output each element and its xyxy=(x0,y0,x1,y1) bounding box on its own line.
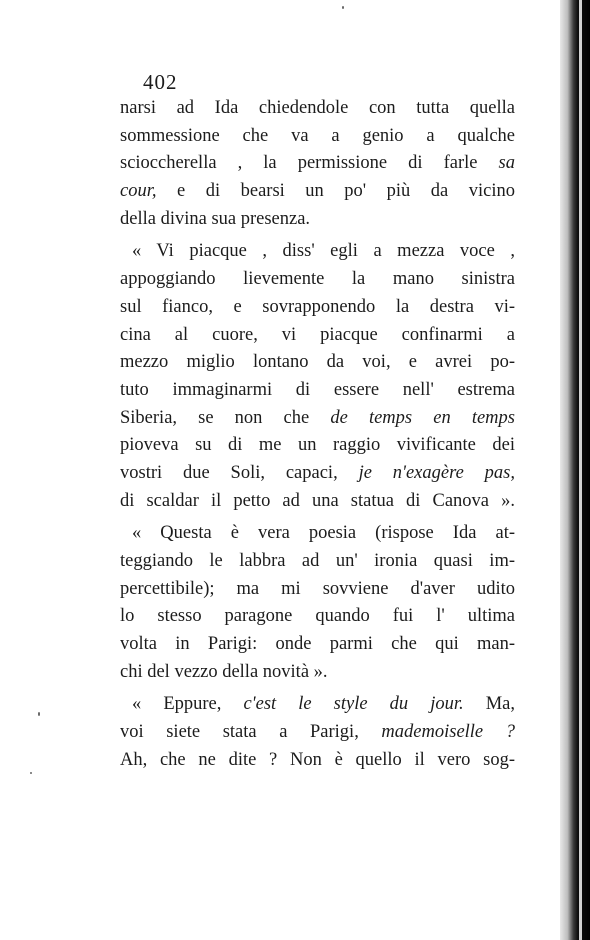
text-line: pioveva su di me un raggio vivificante dei xyxy=(120,435,515,456)
text-line: chi del vezzo della novità ». xyxy=(120,661,328,682)
page-number: 402 xyxy=(143,70,178,94)
text-line: « Questa è vera poesia (rispose Ida at- xyxy=(132,523,515,544)
text-line: « Eppure, c'est le style du jour. Ma, xyxy=(132,694,515,715)
text-line: tuto immaginarmi di essere nell' estrema xyxy=(120,379,515,400)
scan-speck xyxy=(38,712,40,716)
page-text xyxy=(120,95,515,775)
text-line: sul fianco, e sovrapponendo la destra vi- xyxy=(120,296,515,317)
text-line: vostri due Soli, capaci, je n'exagère pas, xyxy=(120,462,516,483)
scan-speck xyxy=(30,772,32,774)
book-edge-highlight xyxy=(579,0,582,940)
book-edge xyxy=(560,0,590,940)
text-line: voi siete stata a Parigi, mademoiselle ? xyxy=(120,722,515,743)
text-line: « Vi piacque , diss' egli a mezza voce , xyxy=(132,241,515,262)
text-line: Siberia, se non che de temps en temps xyxy=(120,407,515,428)
text-line: scioccherella , la permissione di farle sa xyxy=(120,153,515,174)
text-line: di scaldar il petto ad una statua di Canova ». xyxy=(120,490,515,511)
text-line: teggiando le labbra ad un' ironia quasi im- xyxy=(120,551,515,571)
text-line: mezzo miglio lontano da voi, e avrei po- xyxy=(120,352,515,373)
text-line: cour, e di bearsi un po' più da vicino xyxy=(120,181,515,202)
text-line: sommessione che va a genio a qualche xyxy=(120,125,515,146)
text-line: della divina sua presenza. xyxy=(120,208,311,229)
text-line: volta in Parigi: onde parmi che qui man- xyxy=(120,634,515,655)
text-line: narsi ad Ida chiedendole con tutta quella xyxy=(120,98,515,118)
text-line: percettibile); ma mi sovviene d'aver udito xyxy=(120,578,515,599)
text-line: lo stesso paragone quando fui l' ultima xyxy=(120,606,515,627)
text-line: Ah, che ne dite ? Non è quello il vero sog- xyxy=(120,749,515,770)
scan-speck xyxy=(342,6,344,9)
text-line: appoggiando lievemente la mano sinistra xyxy=(120,269,515,290)
text-line: cina al cuore, vi piacque confinarmi a xyxy=(120,324,515,345)
